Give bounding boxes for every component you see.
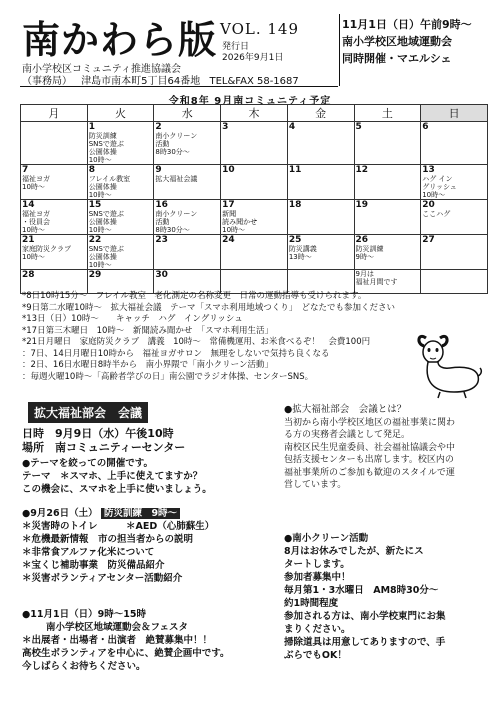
calendar-day-cell — [221, 270, 288, 294]
day-event-text: 10時～ — [88, 156, 112, 164]
day-event-text: 9時～ — [355, 253, 374, 261]
calendar-day-cell — [87, 235, 154, 270]
day-number: 6 — [422, 122, 429, 132]
meeting-note-1: ●テーマを絞っての開催です。 — [22, 458, 154, 469]
day-number: 22 — [88, 235, 102, 245]
day-event-text: 福祉ヨガ — [22, 175, 50, 183]
office-label: （事務局） — [22, 76, 72, 87]
day-event-text: 防災訓練 — [355, 245, 384, 253]
day-number: 11 — [288, 165, 302, 175]
day-number: 28 — [22, 270, 35, 280]
day-number: 15 — [88, 200, 102, 210]
calendar-day-cell — [287, 165, 354, 200]
event-date: 11月1日（日）午前9時～ — [342, 18, 472, 31]
drill-item: ＊災害ボランティアセンター活動紹介 — [22, 573, 183, 584]
address: 津島市南本町5丁目64番地 — [81, 76, 201, 87]
day-event-text: 10時～ — [422, 191, 446, 199]
weekday-header: 月 — [21, 105, 88, 122]
calendar-header-row — [21, 105, 488, 122]
calendar-day-cell — [87, 200, 154, 235]
day-number: 24 — [222, 235, 235, 245]
day-number: 21 — [22, 235, 35, 245]
calendar-title: 令和8年 9月南コミュニティ予定 — [168, 96, 332, 107]
day-number: 4 — [288, 122, 296, 132]
cleanup-line: 掃除道具は用意してありますので、手 — [284, 637, 446, 648]
day-number: 18 — [288, 200, 302, 210]
event-announcement — [342, 16, 490, 67]
weekday-header: 日 — [421, 105, 488, 122]
day-event-text: SNSで遊ぶ — [88, 245, 124, 253]
cleanup-line: 参加者募集中！ — [284, 572, 351, 583]
phone: TEL&FAX 58-1687 — [209, 76, 299, 87]
weekday-header: 木 — [221, 105, 288, 122]
day-event-text: 10時～ — [88, 261, 112, 269]
issued-label: 発行日 — [222, 42, 250, 52]
calendar-day-cell — [154, 122, 221, 165]
sports-day-line: 高校生ボランティアを中心に、絶賛企画中です。 — [22, 648, 230, 659]
day-event-text: 10時～ — [22, 183, 45, 191]
calendar-day-cell — [221, 122, 288, 165]
calendar-week-row — [21, 165, 488, 200]
weekday-header: 金 — [287, 105, 354, 122]
calendar-week-row — [21, 200, 488, 235]
day-event-text: 公園体操 — [88, 253, 117, 261]
day-event-text: ・役員会 — [22, 218, 50, 226]
calendar-day-cell — [221, 200, 288, 235]
calendar-day-cell — [87, 165, 154, 200]
calendar-day-cell — [287, 122, 354, 165]
calendar-day-cell — [154, 270, 221, 294]
schedule-note: *17日第三木曜日 10時～ 新聞読み聞かせ 「スマホ利用生活」 — [22, 325, 273, 336]
calendar-day-cell — [354, 235, 421, 270]
day-event-text: ここハグ — [422, 210, 451, 218]
weekday-header: 火 — [87, 105, 154, 122]
calendar-day-cell — [421, 165, 488, 200]
schedule-note: *9日第二水曜10時～ 拡大福祉会議 テーマ「スマホ利用地域つくり」 どなたでも参加ください — [22, 302, 396, 313]
calendar-day-cell — [21, 200, 88, 235]
schedule-note: *8日10時15分～ フレイル教室 老化測定の名称変更 日常の運動指導も受けられます。 — [22, 291, 367, 301]
drill-item: ＊非常食アルファ化米について — [22, 547, 155, 558]
day-number: 8 — [88, 165, 95, 175]
day-event-text: SNSで遊ぶ — [88, 210, 124, 218]
day-event-text: 10時～ — [22, 226, 45, 234]
day-number: 20 — [422, 200, 435, 210]
day-event-text: 10時～ — [88, 191, 112, 199]
schedule-note: ：7日、14日月曜日10時から 福祉ヨガサロン 無理をしないで気持ち良くなる — [22, 348, 330, 359]
day-number: 26 — [355, 235, 369, 245]
sports-day-title: 南小学校区地域運動会＆フェスタ — [46, 622, 189, 633]
calendar-day-cell — [287, 235, 354, 270]
day-event-text: 南小クリーン — [155, 132, 198, 140]
day-number: 27 — [422, 235, 435, 245]
day-event-text: 10時～ — [222, 226, 246, 234]
organization-name: 南小学校区コミュニティ推進協議会 — [22, 64, 181, 75]
calendar-day-cell — [287, 270, 354, 294]
calendar-day-cell — [154, 200, 221, 235]
calendar-day-cell — [154, 165, 221, 200]
drill-item: ＊危機最新情報 市の担当者からの説明 — [22, 534, 194, 545]
calendar-day-cell — [421, 122, 488, 165]
day-number: 3 — [222, 122, 229, 132]
welfare-meeting-heading: 拡大福祉部会 会議 — [28, 402, 148, 423]
calendar-day-cell — [221, 235, 288, 270]
calendar-week-row — [21, 122, 488, 165]
calendar-day-cell — [87, 122, 154, 165]
day-event-text: 南小クリーン — [155, 210, 198, 218]
day-event-text: 公園体操 — [88, 148, 117, 156]
day-number: 5 — [355, 122, 362, 132]
day-event-text: 拡大福祉会議 — [155, 175, 198, 183]
day-event-text: 福祉ヨガ — [22, 210, 50, 218]
day-number: 1 — [88, 122, 95, 132]
day-event-text: 13時～ — [288, 253, 312, 261]
calendar-day-cell — [21, 165, 88, 200]
calendar-day-cell — [421, 200, 488, 235]
calendar-day-cell — [354, 122, 421, 165]
day-number: 2 — [155, 122, 162, 132]
day-number: 17 — [222, 200, 235, 210]
day-event-text: 防災訓練 — [88, 132, 117, 140]
calendar-table — [20, 104, 488, 294]
calendar-day-cell — [87, 270, 154, 294]
meeting-info-line: る方の実務者会議として発足。 — [284, 430, 411, 440]
cleanup-line: 参加される方は、南小学校東門にお集 — [284, 611, 446, 622]
weekday-header: 水 — [154, 105, 221, 122]
day-event-text: 防災講義 — [288, 245, 317, 253]
issued-date: 2026年9月1日 — [222, 53, 284, 63]
day-number: 29 — [88, 270, 102, 280]
day-event-text: 活動 — [155, 218, 170, 226]
meeting-info-section — [284, 404, 490, 492]
disaster-drill-section — [22, 507, 280, 585]
meeting-place: 場所 南コミュニティーセンター — [22, 441, 186, 454]
day-event-text: 新聞 — [222, 210, 237, 218]
day-number: 16 — [155, 200, 168, 210]
meeting-datetime: 日時 9月9日（水）午後10時 — [22, 427, 174, 440]
day-event-text: 8時30分～ — [155, 148, 190, 156]
newsletter-title: 南かわら版 — [22, 18, 218, 62]
day-number: 12 — [355, 165, 369, 175]
header-divider — [339, 14, 340, 86]
meeting-info-line: 福祉事業所のご参加も歓迎のスタイルで運 — [284, 467, 455, 478]
day-number: 9 — [155, 165, 162, 175]
meeting-info-line: 当初から南小学校区地区の福祉事業に関わ — [284, 417, 456, 428]
cleanup-line: 8月はお休みでしたが、新たにス — [284, 546, 424, 557]
day-event-text: グリッシュ — [422, 183, 457, 191]
welfare-meeting-section — [22, 402, 280, 496]
calendar-day-cell — [354, 165, 421, 200]
sports-day-section — [22, 608, 280, 673]
schedule-note: *13日（日）10時～ キャッチ ハグ イングリッシュ — [22, 314, 243, 324]
meeting-info-line: 包括支援センターも出席します。校区内の — [284, 455, 454, 465]
calendar-day-cell — [287, 200, 354, 235]
day-number: 13 — [422, 165, 435, 175]
goat-illustration-icon — [404, 322, 484, 402]
calendar-day-cell — [421, 235, 488, 270]
day-event-text: 10時～ — [88, 226, 112, 234]
sports-day-line: ＊出展者・出場者・出演者 絶賛募集中！！ — [22, 635, 213, 646]
event-sub: 同時開催・マエルシェ — [342, 52, 452, 65]
volume-number: VOL. 149 — [220, 20, 299, 38]
day-event-text: SNSで遊ぶ — [88, 140, 124, 148]
drill-tag: 防災訓練 9時～ — [101, 508, 180, 519]
day-number: 30 — [155, 270, 168, 280]
day-event-text: フレイル教室 — [88, 175, 131, 183]
cleanup-line: 毎月第1・3水曜日 AM8時30分～ — [284, 585, 439, 596]
cleanup-line: 約1時間程度 — [284, 598, 339, 609]
schedule-note: ：2日、16日水曜日8時半から 南小界隈で「南小クリーン活動」 — [22, 360, 273, 370]
day-event-text: 家庭防災クラブ — [22, 245, 71, 253]
calendar-day-cell — [421, 270, 488, 294]
contact-line — [22, 72, 305, 87]
day-event-text: 9月は — [355, 270, 374, 278]
cleanup-line: まりください。 — [284, 624, 351, 635]
sports-day-line: 今しばらくお待ちください。 — [22, 661, 146, 672]
drill-item: ＊宝くじ補助事業 防災備品紹介 — [22, 560, 165, 571]
drill-date: ●9月26日（土） — [22, 508, 98, 519]
day-event-text: 8時30分～ — [155, 226, 190, 234]
calendar-day-cell — [354, 270, 421, 294]
cleanup-title: ●南小クリーン活動 — [284, 533, 369, 544]
weekday-header: 土 — [354, 105, 421, 122]
cleanup-line: タートします。 — [284, 559, 350, 570]
meeting-info-line: 営しています。 — [284, 480, 347, 490]
header-rule — [20, 86, 338, 87]
day-number: 19 — [355, 200, 369, 210]
calendar-week-row — [21, 235, 488, 270]
calendar-day-cell — [21, 122, 88, 165]
meeting-note-2: テーマ ＊スマホ、上手に使えてますか？ — [22, 471, 203, 482]
day-event-text: 読み聞かせ — [222, 218, 258, 226]
day-event-text: ハグ イン — [422, 175, 453, 183]
day-number: 7 — [22, 165, 29, 175]
day-number: 23 — [155, 235, 168, 245]
day-event-text: 公園体操 — [88, 218, 117, 226]
day-number: 10 — [222, 165, 235, 175]
schedule-note: ：毎週火曜10時～「高齢者学びの日」南公園でラジオ体操、センターSNS。 — [22, 371, 314, 382]
calendar-day-cell — [354, 200, 421, 235]
event-name: 南小学校区地域運動会 — [342, 35, 452, 48]
meeting-note-3: この機会に、スマホを上手に使いましょう。 — [22, 484, 212, 495]
cleanup-section — [284, 532, 490, 662]
schedule-note: *21日月曜日 家庭防災クラブ 講義 10時～ 常備機運用、お米食べるぞ！ 会費100円 — [22, 337, 371, 347]
meeting-info-line: 南校区民生児童委員、社会福祉協議会や中 — [284, 442, 456, 453]
calendar-day-cell — [21, 235, 88, 270]
day-number: 14 — [22, 200, 35, 210]
calendar-day-cell — [21, 270, 88, 294]
day-event-text: 福祉月間です — [355, 278, 398, 286]
drill-item: ＊災害時のトイレ ＊AED（心肺蘇生） — [22, 521, 215, 532]
day-event-text: 公園体操 — [88, 183, 117, 191]
day-number: 25 — [288, 235, 302, 245]
calendar-day-cell — [154, 235, 221, 270]
day-event-text: 10時～ — [22, 253, 45, 261]
meeting-info-title: ●拡大福祉部会 会議とは？ — [284, 404, 407, 415]
sports-day-date: ●11月1日（日）9時～15時 — [22, 609, 146, 620]
calendar-day-cell — [221, 165, 288, 200]
cleanup-line: ぶらでもOK！ — [284, 650, 347, 661]
calendar-week-row — [21, 270, 488, 294]
day-event-text: 活動 — [155, 140, 170, 148]
